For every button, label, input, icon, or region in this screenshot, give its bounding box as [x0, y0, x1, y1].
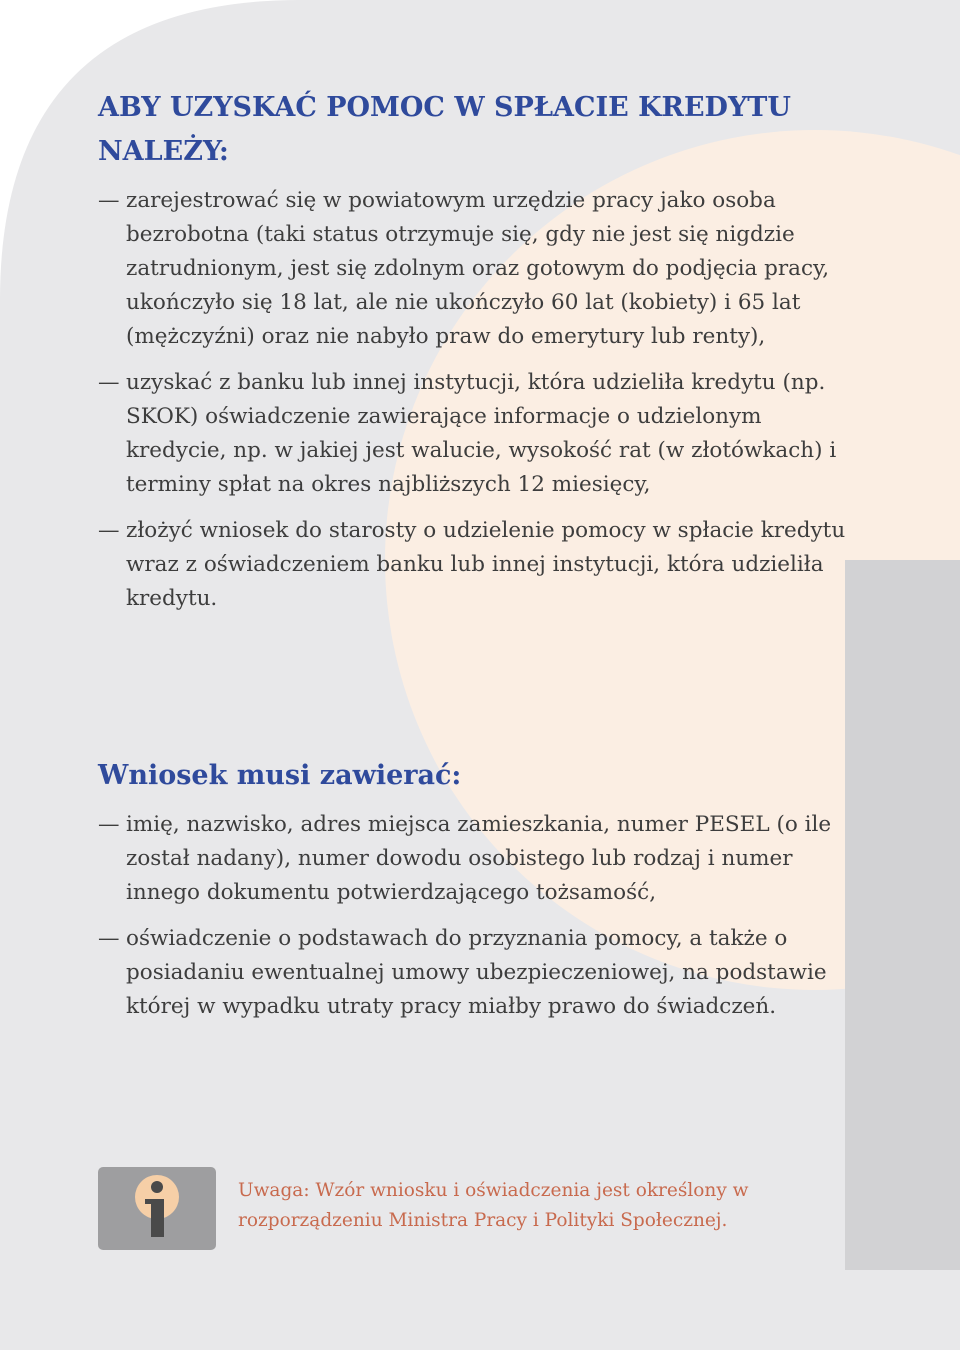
dash-bullet: —: [98, 370, 120, 395]
requirements-list: [98, 184, 868, 628]
list-item: [98, 922, 868, 1024]
note-text: Uwaga: Wzór wniosku i oświadczenia jest określony w rozporządzeniu Ministra Pracy i Polityki Społecznej.: [238, 1180, 749, 1231]
dash-bullet: —: [98, 812, 120, 837]
list-item: [98, 514, 868, 616]
list-item-text: oświadczenie o podstawach do przyznania pomocy, a także o posiadaniu ewentualnej umowy ubezpieczeniowej, na podstawie której w wypadku utraty pracy miałby prawo do świadczeń.: [126, 926, 827, 1019]
list-item: [98, 366, 868, 502]
info-icon: [98, 1167, 216, 1250]
list-item: [98, 184, 868, 354]
list-item: [98, 808, 868, 910]
dash-bullet: —: [98, 188, 120, 213]
list-item-text: zarejestrować się w powiatowym urzędzie pracy jako osoba bezrobotna (taki status otrzymuje się, gdy nie jest się nigdzie zatrudnionym, jest się zdolnym oraz gotowym do podjęcia pracy, ukończyło się 18 lat, ale nie ukończyło 60 lat (kobiety) i 65 lat (mężczyźni) oraz nie nabyło praw do emerytury lub renty),: [126, 188, 830, 349]
list-item-text: złożyć wniosek do starosty o udzielenie pomocy w spłacie kredytu wraz z oświadczeniem banku lub innej instytucji, która udzieliła kredytu.: [126, 518, 846, 611]
application-items-list: [98, 808, 868, 1036]
application-heading: Wniosek musi zawierać:: [98, 760, 462, 791]
list-item-text: uzyskać z banku lub innej instytucji, która udzieliła kredytu (np. SKOK) oświadczenie zawierające informacje o udzielonym kredycie, np. w jakiej jest walucie, wysokość rat (w złotówkach) i terminy spłat na okres najbliższych 12 miesięcy,: [126, 370, 837, 497]
info-icon-box: [98, 1167, 216, 1250]
dash-bullet: —: [98, 518, 120, 543]
main-heading: ABY UZYSKAĆ POMOC W SPŁACIE KREDYTU NALEŻY:: [98, 92, 791, 167]
list-item-text: imię, nazwisko, adres miejsca zamieszkania, numer PESEL (o ile został nadany), numer dowodu osobistego lub rodzaj i numer innego dokumentu potwierdzającego tożsamość,: [126, 812, 832, 905]
dash-bullet: —: [98, 926, 120, 951]
